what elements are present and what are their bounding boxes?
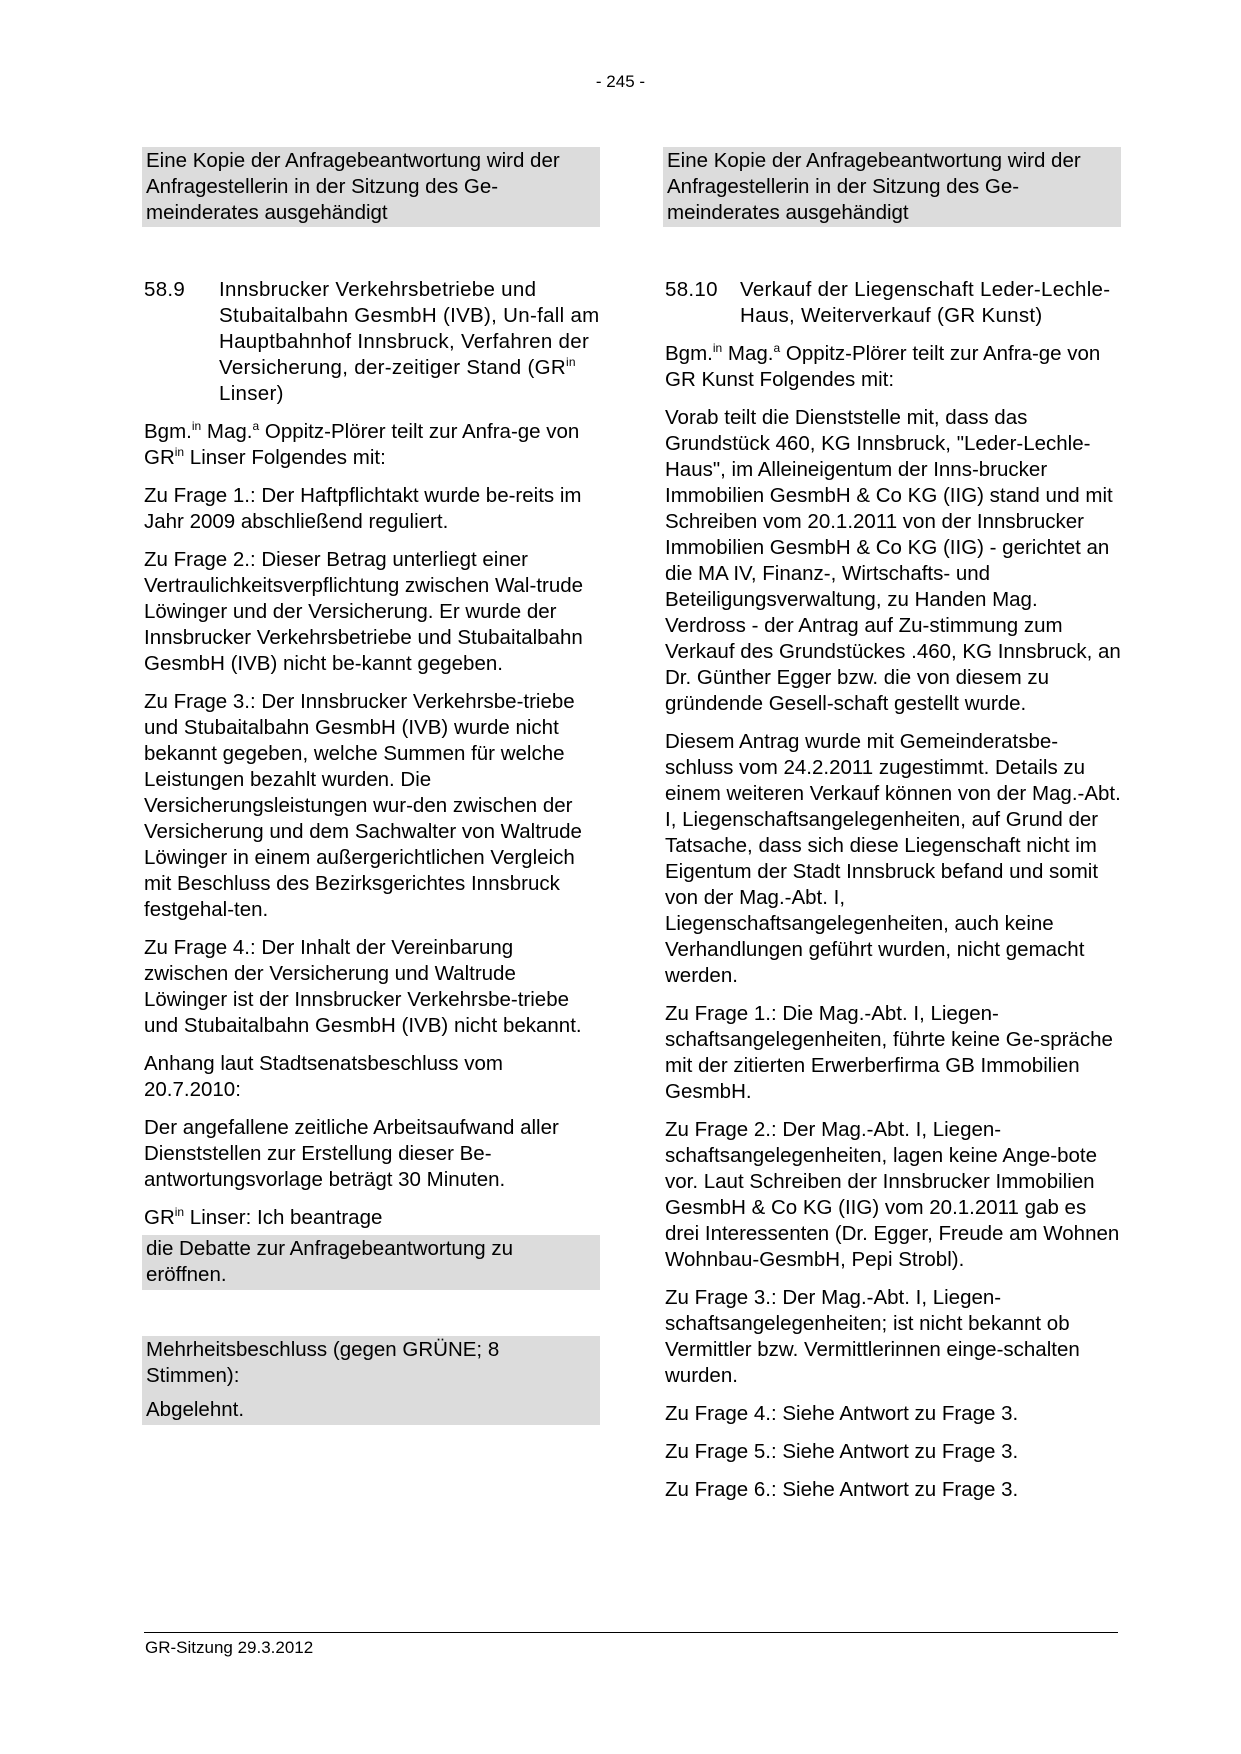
left-topic-title: Innsbrucker Verkehrsbetriebe und Stubaitalbahn GesmbH (IVB), Un-fall am Hauptbahnhof Innsbruck, Verfahren der Versicherung, der-zeitiger Stand ($GR^{in}$ Linser) bbox=[219, 278, 600, 405]
right-answer-1: Zu Frage 1.: Die Mag.-Abt. I, Liegen-schaftsangelegenheiten, führte keine Ge-spräche mit der zitierten Erwerberfirma GB Immobilien GesmbH. bbox=[665, 1002, 1113, 1103]
right-council-decision: Diesem Antrag wurde mit Gemeinderatsbe-schluss vom 24.2.2011 zugestimmt. Details zu einem weiteren Verkauf können von der Mag.-Abt. I, Liegenschaftsangelegenheiten, auf Grund der Tatsache, dass sich diese Liegenschaft nicht im Eigentum der Stadt Innsbruck befand und somit von der Mag.-Abt. I, Liegenschaftsangelegenheiten, auch keine Verhandlungen geführt wurden, nicht gemacht werden. bbox=[665, 730, 1121, 987]
left-answer-2: Zu Frage 2.: Dieser Betrag unterliegt einer Vertraulichkeitsverpflichtung zwischen Wal-trude Löwinger und der Versicherung. Er wurde der Innsbrucker Verkehrsbetriebe und Stubaitalbahn GesmbH (IVB) nicht be-kannt gegeben. bbox=[144, 548, 584, 675]
page-number: - 245 - bbox=[595, 72, 646, 91]
left-effort-note: Der angefallene zeitliche Arbeitsaufwand aller Dienststellen zur Erstellung dieser Be-antwortungsvorlage beträgt 30 Minuten. bbox=[144, 1116, 559, 1191]
right-preface: Vorab teilt die Dienststelle mit, dass das Grundstück 460, KG Innsbruck, "Leder-Lechle-Haus", im Alleineigentum der Inns-brucker Immobilien GesmbH & Co KG (IIG) stand und mit Schreiben vom 20.1.2011 von der Innsbrucker Immobilien GesmbH & Co KG (IIG) - gerichtet an die MA IV, Finanz-, Wirtschafts- und Beteiligungsverwaltung, zu Handen Mag. Verdross - der Antrag auf Zu-stimmung zum Verkauf des Grundstückes .460, KG Innsbruck, an Dr. Günther Egger bzw. die von diesem zu gründende Gesell-schaft gestellt wurde. bbox=[665, 406, 1121, 715]
left-result-outcome: Abgelehnt. bbox=[146, 1398, 245, 1421]
right-answer-6: Zu Frage 6.: Siehe Antwort zu Frage 3. bbox=[665, 1478, 1019, 1501]
footer-divider bbox=[144, 1632, 1118, 1633]
right-intro: Bgm.$^{in}$ Mag.$^a$ Oppitz-Plörer teilt zur Anfra-ge von GR Kunst Folgendes mit: bbox=[665, 341, 1101, 391]
left-motion-text: die Debatte zur Anfragebeantwortung zu eröffnen. bbox=[146, 1237, 513, 1286]
left-motion: $GR^{in}$ Linser: Ich beantrage bbox=[144, 1205, 383, 1229]
left-result-box bbox=[142, 1336, 600, 1425]
left-answer-4: Zu Frage 4.: Der Inhalt der Vereinbarung zwischen der Versicherung und Waltrude Löwinger ist der Innsbrucker Verkehrsbe-triebe und Stubaitalbahn GesmbH (IVB) nicht bekannt. bbox=[144, 936, 582, 1037]
left-topic-number: 58.9 bbox=[144, 278, 186, 301]
right-topic-number: 58.10 bbox=[665, 278, 718, 301]
footer-session-date: GR-Sitzung 29.3.2012 bbox=[145, 1638, 314, 1657]
right-answer-5: Zu Frage 5.: Siehe Antwort zu Frage 3. bbox=[665, 1440, 1019, 1463]
left-topic-heading bbox=[144, 277, 600, 407]
right-column bbox=[665, 147, 1121, 1515]
left-result-text: Mehrheitsbeschluss (gegen GRÜNE; 8 Stimmen): bbox=[146, 1338, 500, 1387]
left-copy-note-box bbox=[142, 147, 600, 227]
right-copy-note-box bbox=[663, 147, 1121, 227]
right-copy-note: Eine Kopie der Anfragebeantwortung wird der Anfragestellerin in der Sitzung des Ge-meinderates ausgehändigt bbox=[667, 149, 1081, 224]
left-copy-note: Eine Kopie der Anfragebeantwortung wird der Anfragestellerin in der Sitzung des Ge-meinderates ausgehändigt bbox=[146, 149, 560, 224]
left-answer-1: Zu Frage 1.: Der Haftpflichtakt wurde be-reits im Jahr 2009 abschließend reguliert. bbox=[144, 484, 582, 533]
left-answer-3: Zu Frage 3.: Der Innsbrucker Verkehrsbe-triebe und Stubaitalbahn GesmbH (IVB) wurde nicht bekannt gegeben, welche Summen für welche Leistungen bezahlt wurden. Die Versicherungsleistungen wur-den zwischen der Versicherung und dem Sachwalter von Waltrude Löwinger in einem außergerichtlichen Vergleich mit Beschluss des Bezirksgerichtes Innsbruck festgehal-ten. bbox=[144, 690, 582, 921]
right-topic-heading bbox=[665, 277, 1121, 329]
right-topic-title: Verkauf der Liegenschaft Leder-Lechle-Haus, Weiterverkauf (GR Kunst) bbox=[740, 278, 1111, 327]
left-motion-box bbox=[142, 1235, 600, 1290]
left-appendix-heading: Anhang laut Stadtsenatsbeschluss vom 20.7.2010: bbox=[144, 1052, 503, 1101]
right-answer-2: Zu Frage 2.: Der Mag.-Abt. I, Liegen-schaftsangelegenheiten, lagen keine Ange-bote vor. Laut Schreiben der Innsbrucker Immobilien GesmbH & Co KG (IIG) vom 20.1.2011 gab es drei Interessenten (Dr. Egger, Freude am Wohnen Wohnbau-GesmbH, Pepi Strobl). bbox=[665, 1118, 1120, 1271]
left-column bbox=[144, 147, 600, 1425]
left-intro: Bgm.$^{in}$ Mag.$^a$ Oppitz-Plörer teilt zur Anfra-ge von $GR^{in}$ Linser Folgendes mit: bbox=[144, 419, 580, 469]
right-answer-4: Zu Frage 4.: Siehe Antwort zu Frage 3. bbox=[665, 1402, 1019, 1425]
right-answer-3: Zu Frage 3.: Der Mag.-Abt. I, Liegen-schaftsangelegenheiten; ist nicht bekannt ob Vermittler bzw. Vermittlerinnen einge-schalten wurden. bbox=[665, 1286, 1080, 1387]
